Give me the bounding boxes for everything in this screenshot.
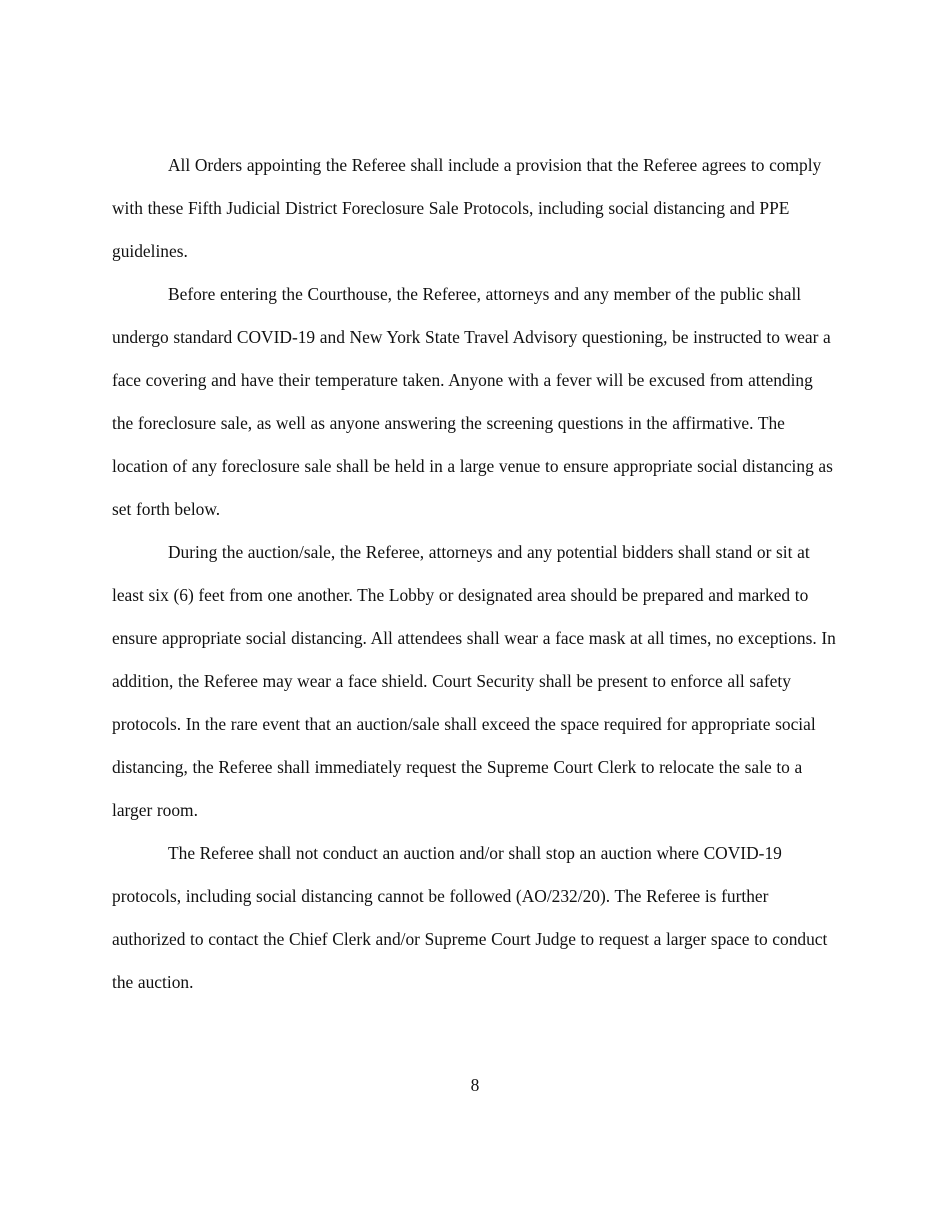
paragraph-courthouse-screening: Before entering the Courthouse, the Referee, attorneys and any member of the public shall undergo standard COVID-19 and New York State Travel Advisory questioning, be instructed to wear a face covering and have their temperature taken. Anyone with a fever will be excused from attending the foreclosure sale, as well as anyone answering the screening questions in the affirmative. The location of any foreclosure sale shall be held in a large venue to ensure appropriate social distancing as set forth below.	[112, 284, 833, 519]
paragraph-referee-orders: All Orders appointing the Referee shall include a provision that the Referee agrees to comply with these Fifth Judicial District Foreclosure Sale Protocols, including social distancing and PPE guidelines.	[112, 155, 822, 261]
body-text	[112, 144, 836, 1004]
paragraph-auction-distancing: During the auction/sale, the Referee, attorneys and any potential bidders shall stand or sit at least six (6) feet from one another. The Lobby or designated area should be prepared and marked to ensure appropriate social distancing. All attendees shall wear a face mask at all times, no exceptions. In addition, the Referee may wear a face shield. Court Security shall be present to enforce all safety protocols. In the rare event that an auction/sale shall exceed the space required for appropriate social distancing, the Referee shall immediately request the Supreme Court Clerk to relocate the sale to a larger room.	[112, 542, 836, 820]
page-number: 8	[470, 1075, 480, 1095]
paragraph-auction-stop: The Referee shall not conduct an auction and/or shall stop an auction where COVID-19 protocols, including social distancing cannot be followed (AO/232/20). The Referee is further authorized to contact the Chief Clerk and/or Supreme Court Judge to request a larger space to conduct the auction.	[112, 843, 828, 992]
